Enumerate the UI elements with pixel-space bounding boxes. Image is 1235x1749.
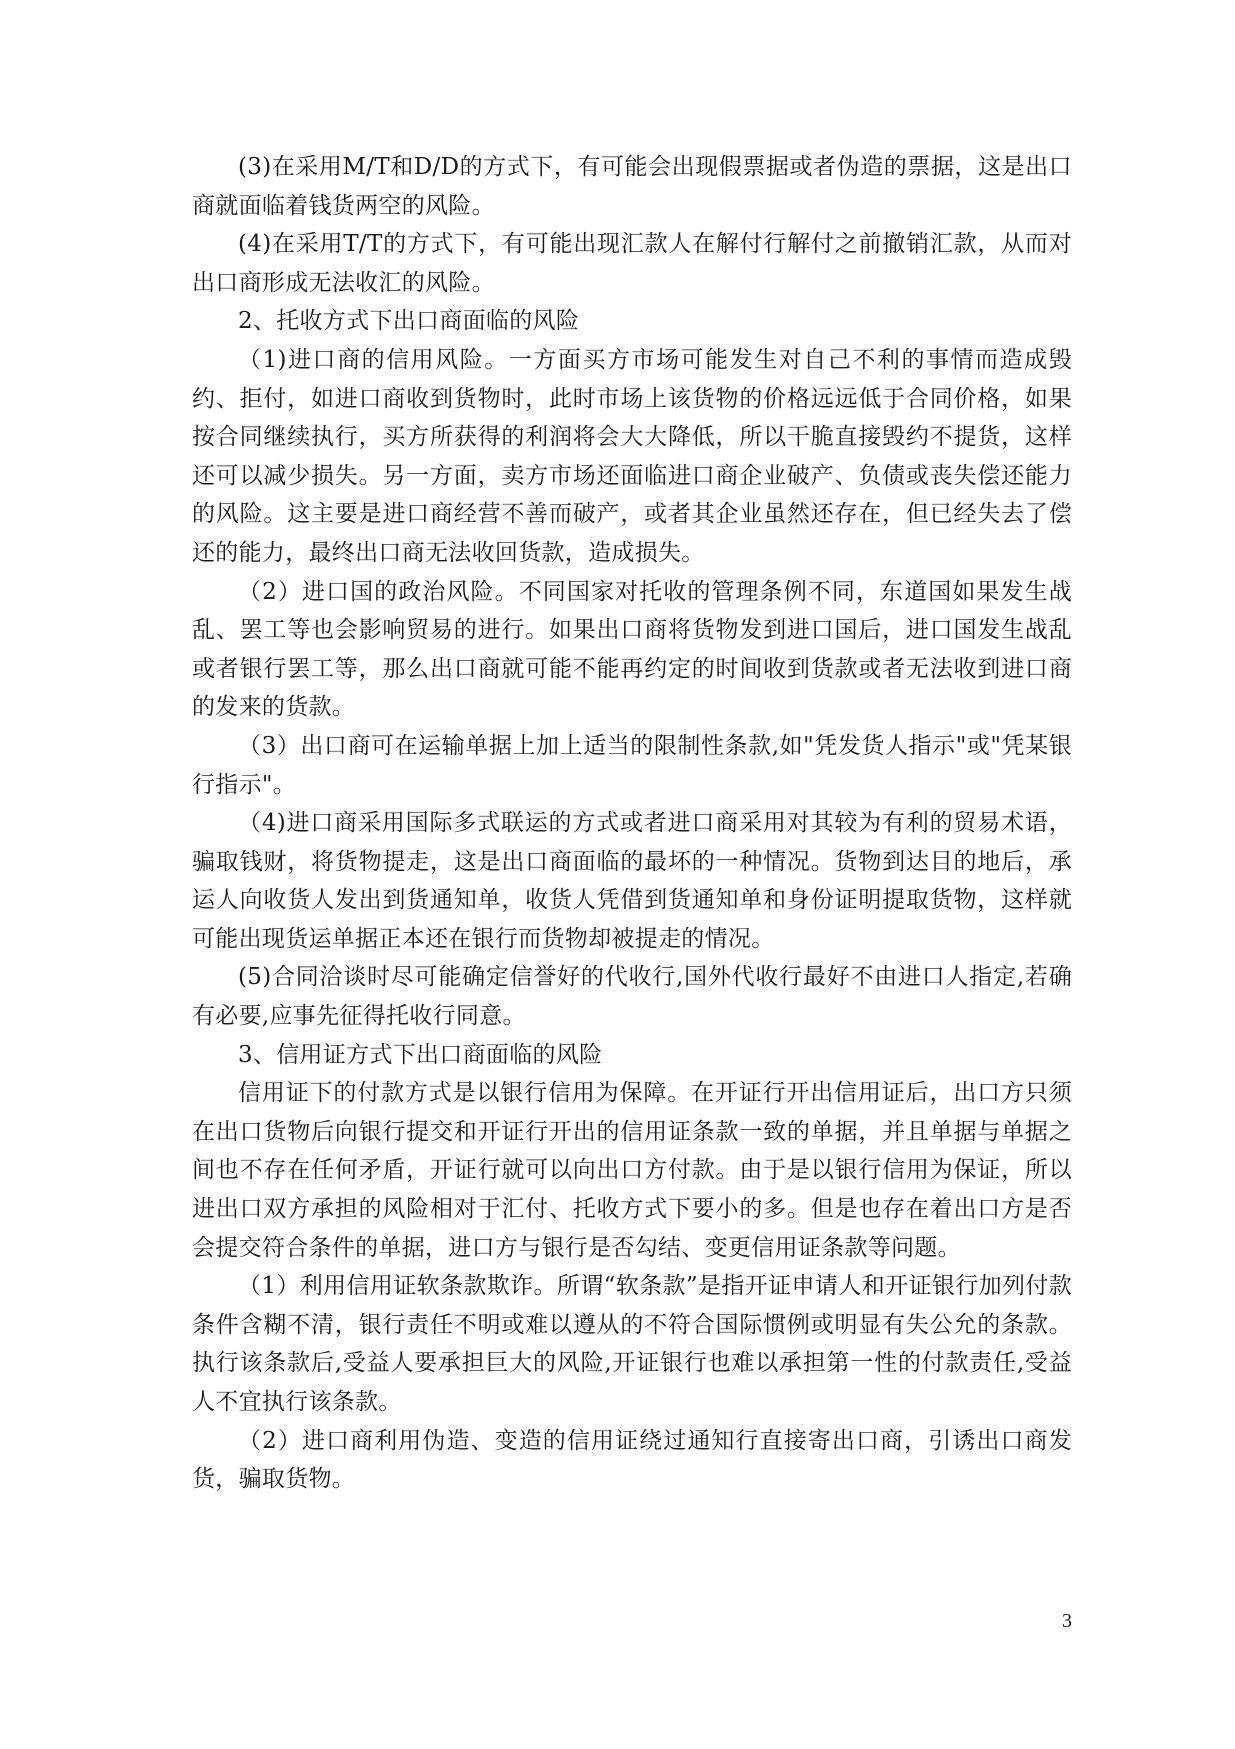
paragraph-forged-lc: （2）进口商利用伪造、变造的信用证绕过通知行直接寄出口商，引诱出口商发货，骗取货物。 [192, 1427, 1072, 1493]
paragraph-political-risk: （2）进口国的政治风险。不同国家对托收的管理条例不同，东道国如果发生战乱、罢工等也会影响贸易的进行。如果出口商将货物发到进口国后，进口国发生战乱或者银行罢工等，那么出口商就可能不能再约定的时间收到货款或者无法收到进口商的发来的货款。 [192, 578, 1072, 721]
page-number: 3 [1062, 1610, 1072, 1632]
paragraph-multimodal-fraud: （4)进口商采用国际多式联运的方式或者进口商采用对其较为有利的贸易术语，骗取钱财，将货物提走，这是出口商面临的最坏的一种情况。货物到达目的地后，承运人向收货人发出到货通知单，收货人凭借到货通知单和身份证明提取货物，这样就可能出现货运单据正本还在银行而货物却被提走的情况。 [192, 810, 1072, 952]
section-heading-collection-risk: 2、托收方式下出口商面临的风险 [238, 308, 580, 335]
paragraph-lc-overview: 信用证下的付款方式是以银行信用为保障。在开证行开出信用证后，出口方只须在出口货物后向银行提交和开证行开出的信用证条款一致的单据，并且单据与单据之间也不存在任何矛盾，开证行就可以向出口方付款。由于是以银行信用为保证，所以进出口双方承担的风险相对于汇付、托收方式下要小的多。但是也存在着出口方是否会提交符合条件的单据，进口方与银行是否勾结、变更信用证条款等问题。 [192, 1080, 1072, 1261]
paragraph-importer-credit-risk: （1)进口商的信用风险。一方面买方市场可能发生对自己不利的事情而造成毁约、拒付，如进口商收到货物时，此时市场上该货物的价格远远低于合同价格，如果按合同继续执行，买方所获得的利润将会大大降低，所以干脆直接毁约不提货，这样还可以减少损失。另一方面，卖方市场还面临进口商企业破产、负债或丧失偿还能力的风险。这主要是进口商经营不善而破产，或者其企业虽然还存在，但已经失去了偿还的能力，最终出口商无法收回货款，造成损失。 [192, 346, 1072, 566]
document-body [192, 148, 1072, 1499]
paragraph-restrictive-clause: （3）出口商可在运输单据上加上适当的限制性条款,如"凭发货人指示"或"凭某银行指示"。 [192, 732, 1072, 798]
section-heading-lc-risk: 3、信用证方式下出口商面临的风险 [238, 1041, 603, 1068]
paragraph-4-tt-risk: (4)在采用T/T的方式下，有可能出现汇款人在解付行解付之前撤销汇款，从而对出口商形成无法收汇的风险。 [192, 231, 1072, 296]
paragraph-soft-clause: （1）利用信用证软条款欺诈。所谓“软条款”是指开证申请人和开证银行加列付款条件含糊不清，银行责任不明或难以遵从的不符合国际惯例或明显有失公允的条款。执行该条款后,受益人要承担巨大的风险,开证银行也难以承担第一性的付款责任,受益人不宜执行该条款。 [192, 1273, 1072, 1415]
paragraph-3-mt-dd-risk: (3)在采用M/T和D/D的方式下，有可能会出现假票据或者伪造的票据，这是出口商就面临着钱货两空的风险。 [192, 154, 1072, 219]
paragraph-collecting-bank: (5)合同洽谈时尽可能确定信誉好的代收行,国外代收行最好不由进口人指定,若确有必要,应事先征得托收行同意。 [192, 964, 1072, 1030]
